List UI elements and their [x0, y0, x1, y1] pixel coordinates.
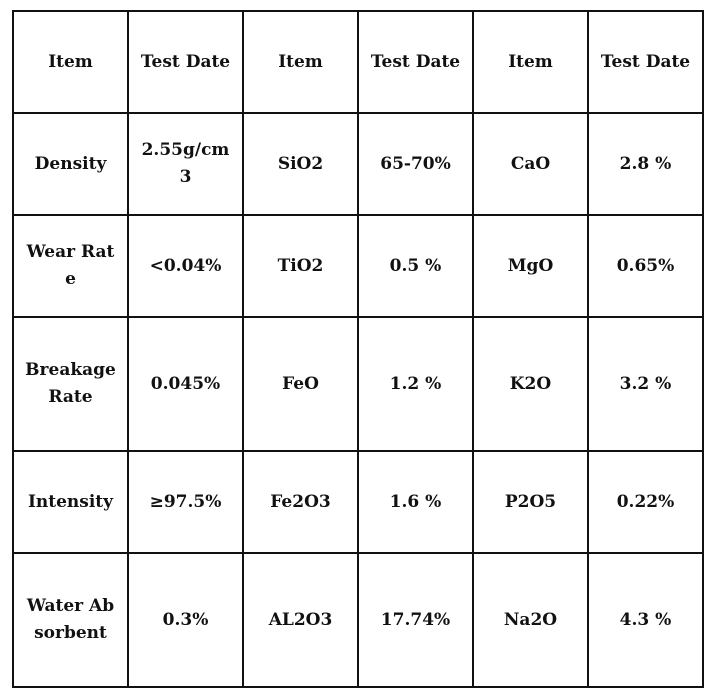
test-value: 0.5 %	[358, 215, 473, 317]
table-row	[13, 451, 703, 553]
test-value: 0.3%	[128, 553, 243, 687]
item-name: Intensity	[13, 451, 128, 553]
header-test-date-3: Test Date	[588, 11, 703, 113]
header-item-2: Item	[243, 11, 358, 113]
header-test-date-1: Test Date	[128, 11, 243, 113]
test-value: 65-70%	[358, 113, 473, 215]
test-value: 1.2 %	[358, 317, 473, 451]
item-name: Fe2O3	[243, 451, 358, 553]
header-item-3: Item	[473, 11, 588, 113]
item-name: Water Absorbent	[13, 553, 128, 687]
test-value: 0.045%	[128, 317, 243, 451]
item-name: Wear Rate	[13, 215, 128, 317]
item-name: CaO	[473, 113, 588, 215]
specification-table	[12, 10, 704, 688]
item-name: Breakage Rate	[13, 317, 128, 451]
table-row	[13, 317, 703, 451]
test-value: ≥97.5%	[128, 451, 243, 553]
item-name: TiO2	[243, 215, 358, 317]
test-value: 2.55g/cm3	[128, 113, 243, 215]
test-value: 2.8 %	[588, 113, 703, 215]
header-row	[13, 11, 703, 113]
test-value: 0.65%	[588, 215, 703, 317]
item-name: K2O	[473, 317, 588, 451]
header-item-1: Item	[13, 11, 128, 113]
item-name: Na2O	[473, 553, 588, 687]
item-name: AL2O3	[243, 553, 358, 687]
item-name: P2O5	[473, 451, 588, 553]
test-value: 4.3 %	[588, 553, 703, 687]
test-value: 17.74%	[358, 553, 473, 687]
test-value: 1.6 %	[358, 451, 473, 553]
test-value: 3.2 %	[588, 317, 703, 451]
table-row	[13, 553, 703, 687]
header-test-date-2: Test Date	[358, 11, 473, 113]
item-name: SiO2	[243, 113, 358, 215]
test-value: 0.22%	[588, 451, 703, 553]
table-row	[13, 215, 703, 317]
item-name: FeO	[243, 317, 358, 451]
item-name: Density	[13, 113, 128, 215]
item-name: MgO	[473, 215, 588, 317]
test-value: <0.04%	[128, 215, 243, 317]
table-row	[13, 113, 703, 215]
